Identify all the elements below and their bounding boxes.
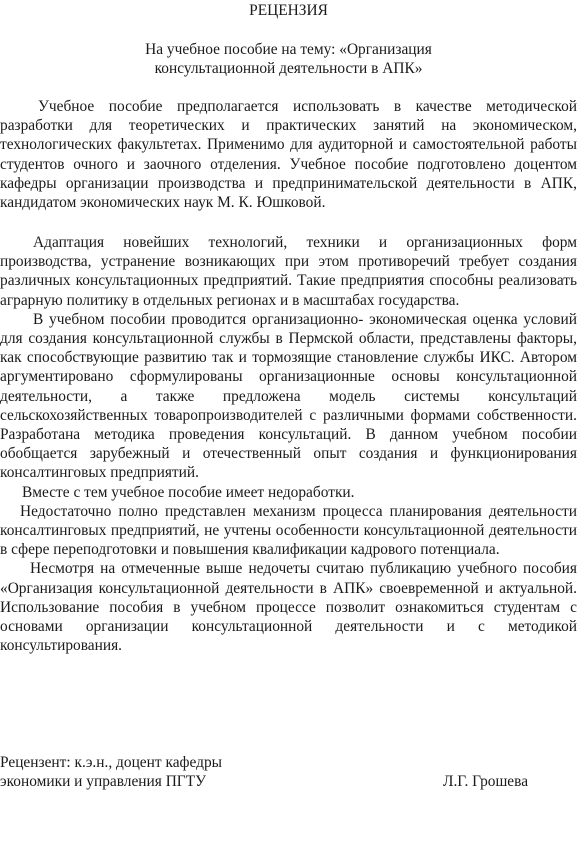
reviewer-position-line2 xyxy=(0,772,577,791)
reviewer-position-line1: Рецензент: к.э.н., доцент кафедры xyxy=(0,754,222,771)
paragraph-intro: Учебное пособие предполагается использовать в качестве методической разработки для теоретических и практических занятий на экономическом, технологических факультетах. Применимо для аудиторной и самостоятельной работы студентов очного и заочного отделения. Учебное пособие подготовлено доцентом кафедры организации производства и предпринимательской деятельности в АПК, кандидатом экономических наук М. К. Юшковой. xyxy=(0,98,577,212)
paragraph-shortcomings: Недостаточно полно представлен механизм процесса планирования деятельности консалтинговых предприятий, не учтены особенности консультационной деятельности в сфере переподготовки и повышения квалификации кадрового потенциала. xyxy=(0,502,577,559)
paragraph-shortcomings-intro: Вместе с тем учебное пособие имеет недоработки. xyxy=(22,483,355,501)
body-block-2 xyxy=(0,233,577,655)
paragraph-adaptation: Адаптация новейших технологий, техники и организационных форм производства, устранение возникающих при этом противоречий требует создания различных консультационных предприятий. Такие предприятия способны реализовать аграрную политику в отдельных регионах и в масштабах государства. xyxy=(0,234,577,309)
paragraph-conclusion: Несмотря на отмеченные выше недочеты считаю публикацию учебного пособия «Организация консультационной деятельности в АПК» своевременной и актуальной. Использование пособия в учебном процессе позволит ознакомиться студентам с основами организации консультационной деятельности и с методикой консультирования. xyxy=(0,560,577,655)
document-subtitle-text: На учебное пособие на тему: «Организация консультационной деятельности в АПК» xyxy=(145,41,432,77)
reviewer-name: Л.Г. Грошева xyxy=(443,773,529,790)
body-block-1 xyxy=(0,97,577,212)
document-title: РЕЦЕНЗИЯ xyxy=(249,2,328,19)
paragraph-assessment: В учебном пособии проводится организационно- экономическая оценка условий для создания консультационной службы в Пермской области, представлены факторы, как способствующие развитию так и тормозящие становление службы ИКС. Автором аргументировано сформулированы организационные основы консультационной деятельности, а также предложена модель системы консультаций сельскохозяйственных товаропроизводителей с различными формами собственности. Разработана методика проведения консультаций. В данном учебном пособии обобщается зарубежный и отечественный опыт создания и функционирования консалтинговых предприятий. xyxy=(0,310,577,482)
reviewer-affiliation: экономики и управления ПГТУ xyxy=(0,773,206,790)
document-subtitle xyxy=(0,40,577,78)
